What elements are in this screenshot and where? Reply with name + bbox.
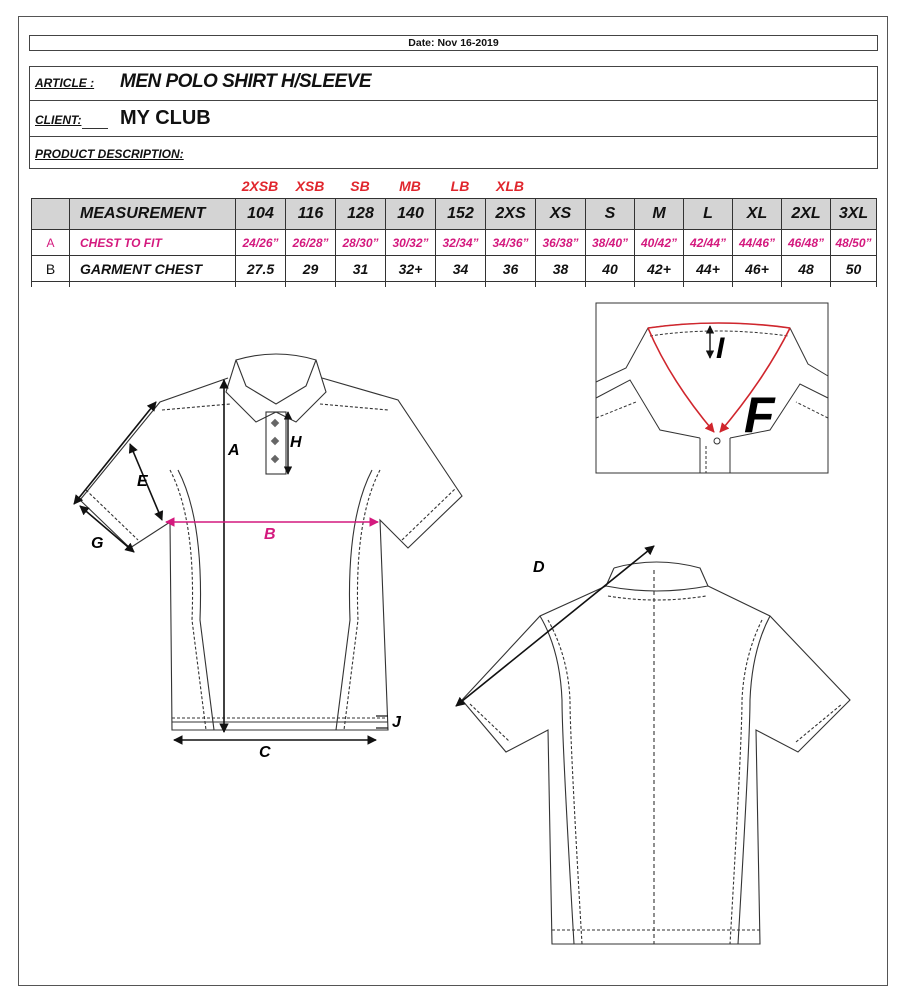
table-cell: 40/42” (635, 230, 684, 256)
table-cell: 48/50” (831, 230, 877, 256)
alt-size-label: LB (450, 178, 470, 194)
table-cell: 27.5 (236, 256, 286, 282)
table-cell: 32+ (386, 256, 436, 282)
size-header: 2XL (782, 199, 831, 230)
alt-size-label: 2XSB (241, 178, 279, 194)
table-cell: 38/40” (586, 230, 635, 256)
table-cell: 44/46” (733, 230, 782, 256)
table-cell: 36/38” (536, 230, 586, 256)
table-cell: 50 (831, 256, 877, 282)
size-header: M (635, 199, 684, 230)
diagram-label-c: C (259, 744, 271, 761)
table-cell: 34 (436, 256, 486, 282)
diagram-label-f: F (744, 387, 775, 443)
size-header: 2XS (486, 199, 536, 230)
diagram-label-j: J (392, 714, 401, 731)
alt-size-label: SB (350, 178, 370, 194)
row-name: GARMENT CHEST (70, 256, 236, 282)
table-cell: 30/32” (386, 230, 436, 256)
alt-size-label: MB (399, 178, 421, 194)
article-value: MEN POLO SHIRT H/SLEEVE (120, 71, 372, 92)
table-cell: 40 (586, 256, 635, 282)
table-cell: 34/36” (486, 230, 536, 256)
back-shirt-drawing (462, 562, 850, 944)
diagram-label-g: G (91, 535, 104, 552)
table-cell: 46+ (733, 256, 782, 282)
table-cell: 26/28” (286, 230, 336, 256)
client-label: CLIENT: (35, 113, 82, 127)
size-header: 140 (386, 199, 436, 230)
product-description-label: PRODUCT DESCRIPTION: (35, 147, 184, 161)
size-header: 3XL (831, 199, 877, 230)
table-cell: 29 (286, 256, 336, 282)
size-header: 116 (286, 199, 336, 230)
diagram-label-b: B (264, 526, 276, 543)
table-cell: 46/48” (782, 230, 831, 256)
size-header: XS (536, 199, 586, 230)
table-cell: 42/44” (684, 230, 733, 256)
row-name: CHEST TO FIT (70, 230, 236, 256)
client-value: MY CLUB (120, 107, 211, 129)
size-header: 152 (436, 199, 486, 230)
diagram-label-i: I (716, 332, 725, 365)
alt-size-label: XSB (295, 178, 325, 194)
alt-size-label: XLB (496, 178, 524, 194)
diagram-label-d: D (533, 559, 545, 576)
article-label: ARTICLE : (35, 76, 95, 90)
table-cell: 31 (336, 256, 386, 282)
button-icon (271, 455, 279, 463)
table-cell: 44+ (684, 256, 733, 282)
row-letter: A (32, 230, 70, 256)
diagram-label-h: H (290, 434, 302, 451)
size-header: 104 (236, 199, 286, 230)
date-text: Date: Nov 16-2019 (408, 37, 499, 49)
measure-arrow-d (456, 546, 654, 706)
diagram-label-e: E (137, 473, 148, 490)
button-icon (271, 419, 279, 427)
row-letter: B (32, 256, 70, 282)
size-header: L (684, 199, 733, 230)
table-cell: 32/34” (436, 230, 486, 256)
table-cell: 38 (536, 256, 586, 282)
table-cell: 42+ (635, 256, 684, 282)
table-cell: 28/30” (336, 230, 386, 256)
diagram-label-a: A (228, 442, 240, 459)
size-header: XL (733, 199, 782, 230)
size-header: 128 (336, 199, 386, 230)
table-cell: 36 (486, 256, 536, 282)
table-cell: 24/26” (236, 230, 286, 256)
measurement-header: MEASUREMENT (70, 199, 236, 230)
collar-detail-box (596, 303, 828, 473)
button-icon (271, 437, 279, 445)
size-header: S (586, 199, 635, 230)
table-cell: 48 (782, 256, 831, 282)
